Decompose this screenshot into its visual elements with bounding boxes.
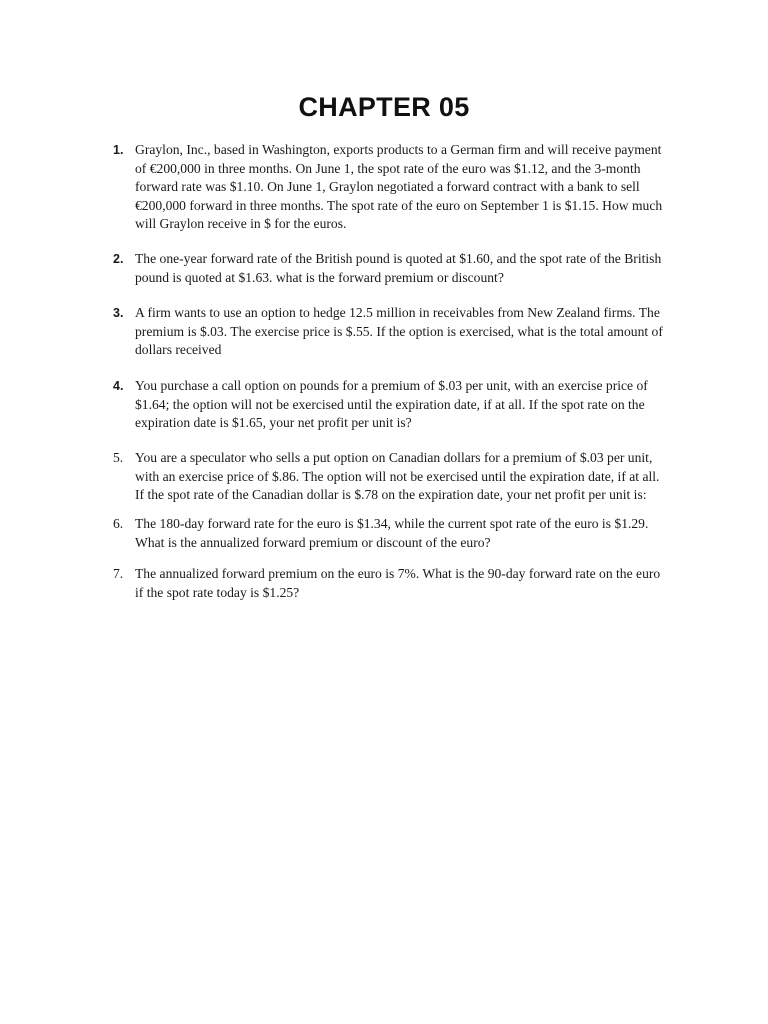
question-number: 5. <box>113 450 124 465</box>
question-number: 4. <box>113 379 124 393</box>
question-number: 1. <box>113 143 124 157</box>
question-text: You are a speculator who sells a put option on Canadian dollars for a premium of $.03 per unit, with an exercise price of $.86. The option will not be exercised until the expiration date, if at all. If the spot rate of the Canadian dollar is $.78 on the expiration date, your net profit per unit is: <box>135 450 660 502</box>
question-item <box>113 565 678 602</box>
question-number: 2. <box>113 252 124 266</box>
question-text: The 180-day forward rate for the euro is $1.34, while the current spot rate of the euro is $1.29. What is the annualized forward premium or discount of the euro? <box>135 516 649 550</box>
question-item <box>113 304 678 360</box>
question-item <box>113 141 678 234</box>
question-item <box>113 377 678 433</box>
question-text: A firm wants to use an option to hedge 12.5 million in receivables from New Zealand firms. The premium is $.03. The exercise price is $.55. If the option is exercised, what is the total amount of dollars received <box>135 305 663 357</box>
question-number: 7. <box>113 566 124 581</box>
question-text: Graylon, Inc., based in Washington, exports products to a German firm and will receive payment of €200,000 in three months. On June 1, the spot rate of the euro was $1.12, and the 3-month forward rate was $1.10. On June 1, Graylon negotiated a forward contract with a bank to sell €200,000 forward in three months. The spot rate of the euro on September 1 is $1.15. How much will Graylon receive in $ for the euros. <box>135 142 663 231</box>
chapter-title: CHAPTER 05 <box>298 92 470 122</box>
question-text: The annualized forward premium on the euro is 7%. What is the 90-day forward rate on the euro if the spot rate today is $1.25? <box>135 566 661 600</box>
question-number: 6. <box>113 516 124 531</box>
question-text: You purchase a call option on pounds for a premium of $.03 per unit, with an exercise price of $1.64; the option will not be exercised until the expiration date, if at all. If the spot rate on the expiration date is $1.65, your net profit per unit is? <box>135 378 648 430</box>
question-number: 3. <box>113 306 124 320</box>
question-item <box>113 449 678 505</box>
question-item <box>113 250 678 287</box>
question-text: The one-year forward rate of the British pound is quoted at $1.60, and the spot rate of the British pound is quoted at $1.63. what is the forward premium or discount? <box>135 251 662 285</box>
question-item <box>113 515 678 552</box>
